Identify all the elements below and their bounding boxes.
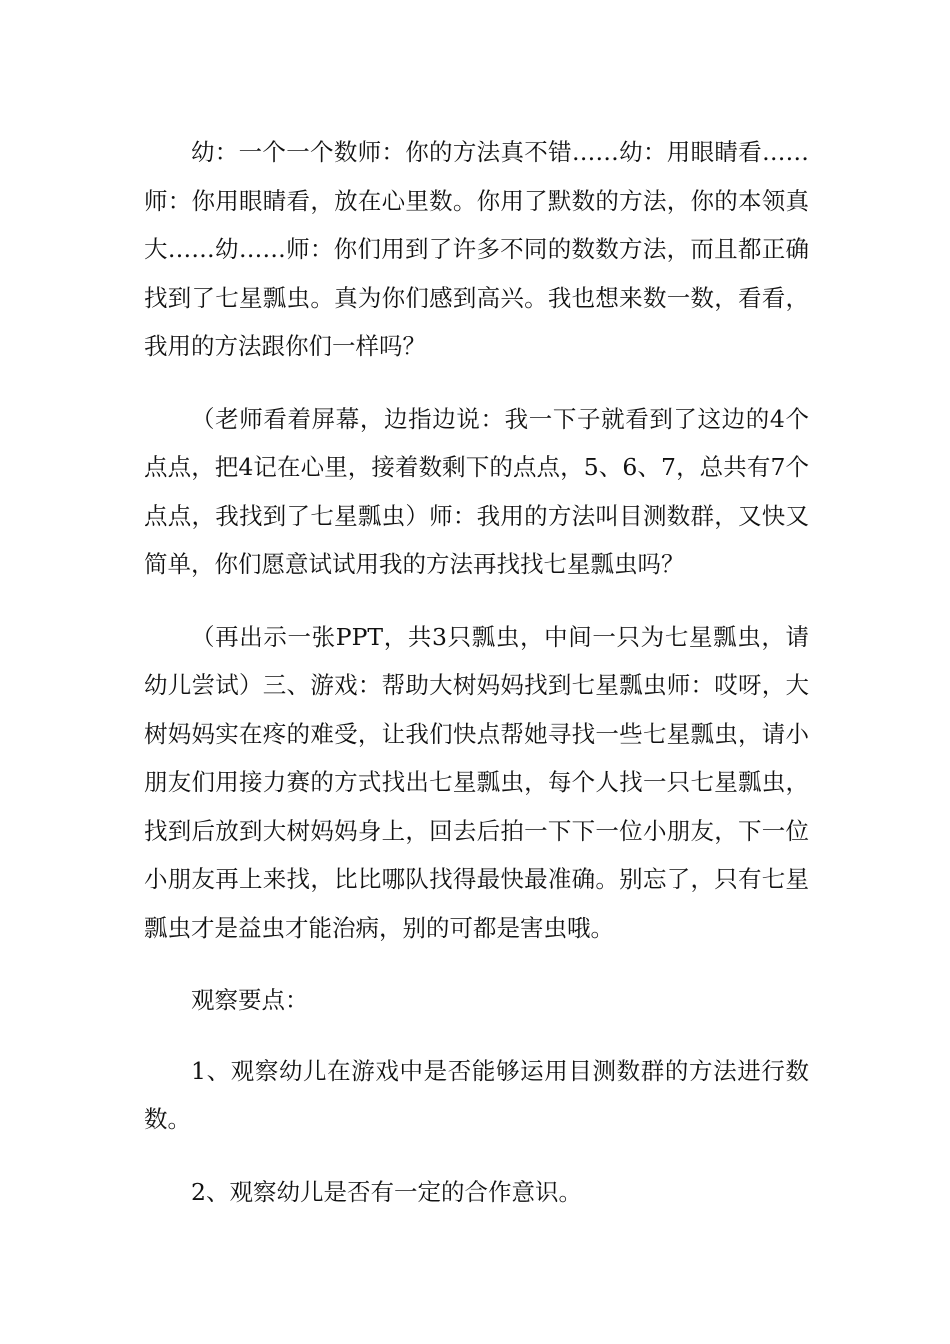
paragraph-observation-point-1: 1、观察幼儿在游戏中是否能够运用目测数群的方法进行数数。 (144, 1056, 809, 1133)
paragraph-observation-point-2: 2、观察幼儿是否有一定的合作意识。 (191, 1177, 582, 1206)
paragraph-teacher-dialogue: 幼：一个一个数师：你的方法真不错……幼：用眼睛看……师：你用眼睛看，放在心里数。你用了默数的方法，你的本领真大……幼……师：你们用到了许多不同的数数方法，而且都正确找到了七星瓢虫。真为你们感到高兴。我也想来数一数，看看，我用的方法跟你们一样吗？ (144, 138, 809, 360)
paragraph-observation-heading: 观察要点： (191, 986, 309, 1014)
document-body (144, 128, 809, 1240)
paragraph-teacher-demonstration: （老师看着屏幕，边指边说：我一下子就看到了这边的4个点点，把4记在心里，接着数剩下的点点，5、6、7，总共有7个点点，我找到了七星瓢虫）师：我用的方法叫目测数群，又快又简单，你们愿意试试用我的方法再找找七星瓢虫吗？ (144, 404, 809, 578)
paragraph-game-instructions: （再出示一张PPT，共3只瓢虫，中间一只为七星瓢虫，请幼儿尝试）三、游戏：帮助大树妈妈找到七星瓢虫师：哎呀，大树妈妈实在疼的难受，让我们快点帮她寻找一些七星瓢虫，请小朋友们用接力赛的方式找出七星瓢虫，每个人找一只七星瓢虫，找到后放到大树妈妈身上，回去后拍一下下一位小朋友，下一位小朋友再上来找，比比哪队找得最快最准确。别忘了，只有七星瓢虫才是益虫才能治病，别的可都是害虫哦。 (144, 622, 809, 942)
